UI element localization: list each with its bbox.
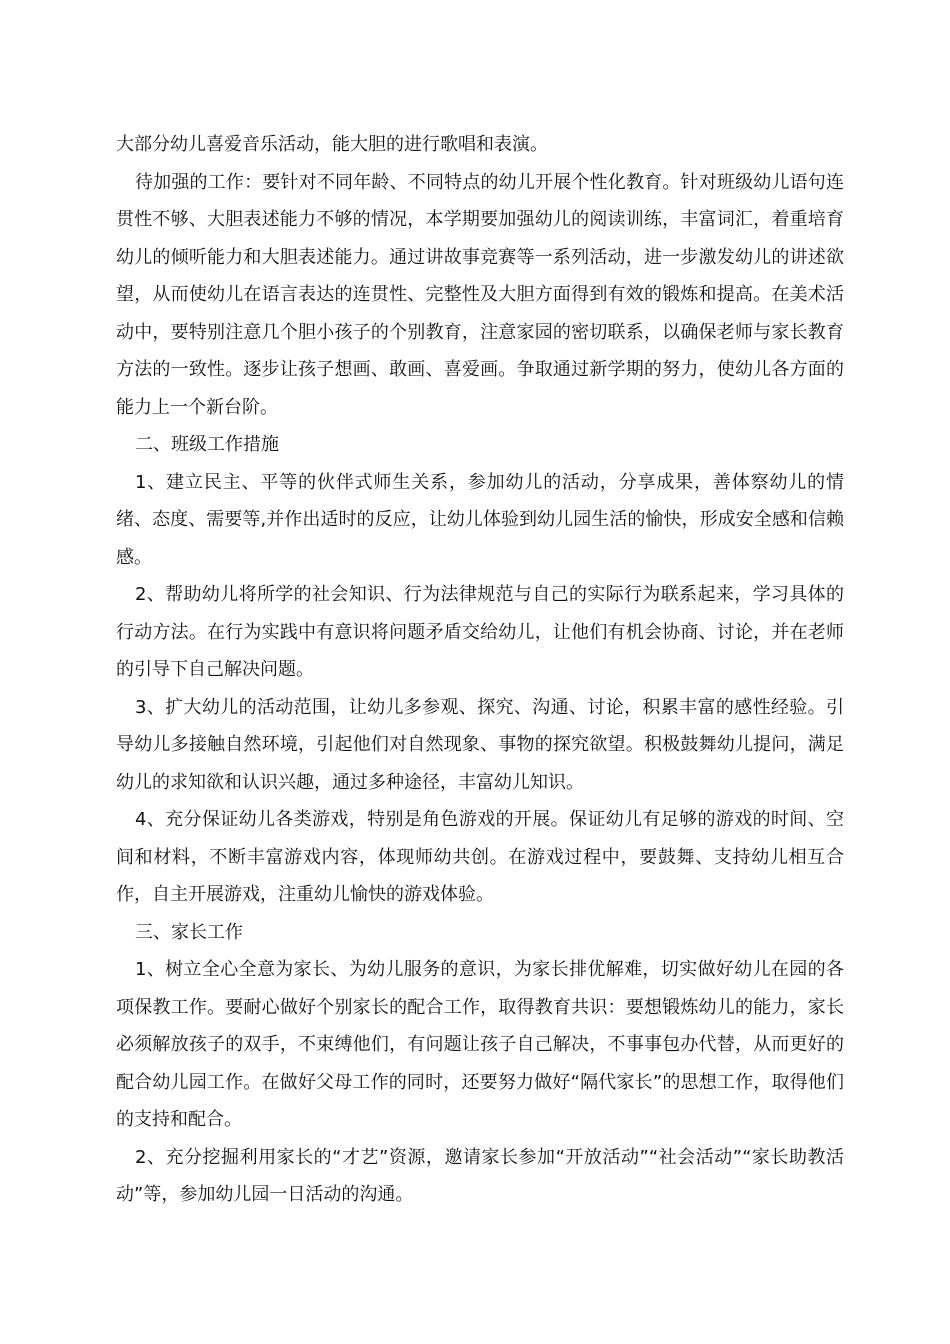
paragraph-measure-2: 2、帮助幼儿将所学的社会知识、行为法律规范与自己的实际行为联系起来，学习具体的行动方法。在行为实践中有意识将问题矛盾交给幼儿，让他们有机会协商、讨论，并在老师的引导下自己解决问题。 — [116, 584, 844, 680]
section-heading-parent-work: 三、家长工作 — [135, 921, 243, 943]
paragraph-parent-work-2: 2、充分挖掘利用家长的“才艺”资源，邀请家长参加“开放活动”“社会活动”“家长助教活动”等，参加幼儿园一日活动的沟通。 — [116, 1146, 844, 1205]
paragraph-measure-4: 4、充分保证幼儿各类游戏，特别是角色游戏的开展。保证幼儿有足够的游戏的时间、空间和材料，不断丰富游戏内容，体现师幼共创。在游戏过程中，要鼓舞、支持幼儿相互合作，自主开展游戏，注重幼儿愉快的游戏体验。 — [116, 809, 844, 905]
paragraph-measure-3: 3、扩大幼儿的活动范围，让幼儿多参观、探究、沟通、讨论，积累丰富的感性经验。引导幼儿多接触自然环境，引起他们对自然现象、事物的探究欲望。积极鼓舞幼儿提问，满足幼儿的求知欲和认识兴趣，通过多种途径，丰富幼儿知识。 — [116, 696, 844, 793]
paragraph-parent-work-1: 1、树立全心全意为家长、为幼儿服务的意识，为家长排优解难，切实做好幼儿在园的各项保教工作。要耐心做好个别家长的配合工作，取得教育共识：要想锻炼幼儿的能力，家长必须解放孩子的双手，不束缚他们，有问题让孩子自己解决，不事事包办代替，从而更好的配合幼儿园工作。在做好父母工作的同时，还要努力做好“隔代家长”的思想工作，取得他们的支持和配合。 — [116, 959, 844, 1130]
paragraph-continued-intro: 大部分幼儿喜爱音乐活动，能大胆的进行歌唱和表演。 — [116, 134, 548, 155]
document-body — [116, 126, 844, 1214]
section-heading-class-measures: 二、班级工作措施 — [135, 434, 279, 455]
paragraph-to-strengthen: 待加强的工作：要针对不同年龄、不同特点的幼儿开展个性化教育。针对班级幼儿语句连贯性不够、大胆表述能力不够的情况，本学期要加强幼儿的阅读训练，丰富词汇，着重培育幼儿的倾听能力和大胆表述能力。通过讲故事竞赛等一系列活动，进一步激发幼儿的讲述欲望，从而使幼儿在语言表达的连贯性、完整性及大胆方面得到有效的锻炼和提高。在美术活动中，要特别注意几个胆小孩子的个别教育，注意家园的密切联系，以确保老师与家长教育方法的一致性。逐步让孩子想画、敢画、喜爱画。争取通过新学期的努力，使幼儿各方面的能力上一个新台阶。 — [116, 171, 844, 418]
paragraph-measure-1: 1、建立民主、平等的伙伴式师生关系，参加幼儿的活动，分享成果，善体察幼儿的情绪、态度、需要等,并作出适时的反应，让幼儿体验到幼儿园生活的愉快，形成安全感和信赖感。 — [116, 471, 844, 568]
